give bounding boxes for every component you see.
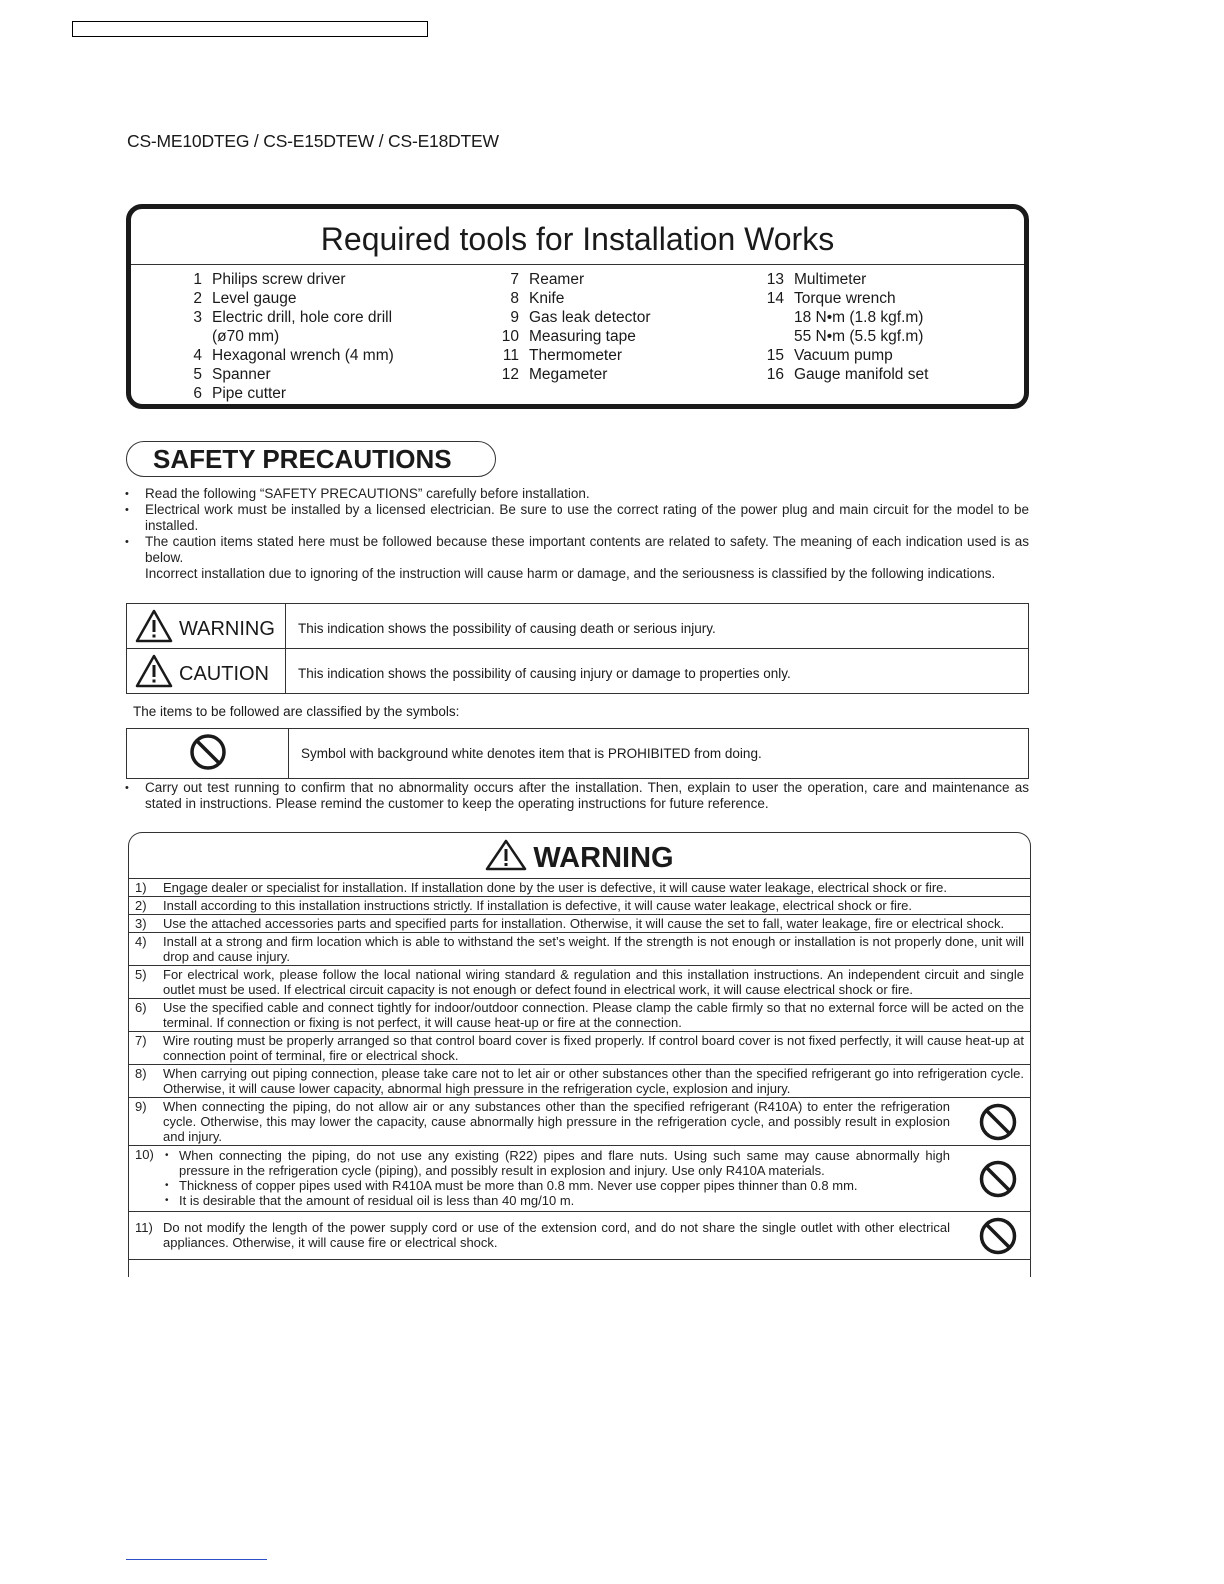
caution-row — [127, 649, 1029, 694]
warning-item: 1) Engage dealer or specialist for installation. If installation done by the user is defective, it will cause water leakage, electrical shock or fire. — [129, 879, 1030, 897]
tool-item: 16 Gauge manifold set — [766, 366, 929, 383]
tool-item: 3 Electric drill, hole core drill — [193, 309, 393, 326]
prohibited-description: Symbol with background white denotes item that is PROHIBITED from doing. — [289, 729, 1029, 779]
warning-box-title: WARNING — [129, 839, 1030, 875]
tool-item: 1 Philips screw driver — [193, 271, 346, 288]
warning-label-cell — [127, 604, 286, 649]
tool-item: 14 Torque wrench — [766, 290, 896, 307]
caution-description: This indication shows the possibility of causing injury or damage to properties only. — [286, 649, 1029, 694]
header-box — [72, 21, 428, 37]
tool-item: 7 Reamer — [510, 271, 585, 288]
tool-item: 12 Megameter — [501, 366, 608, 383]
bullet-item: • The caution items stated here must be followed because these important contents are related to safety. The meaning of each indication used is as below. — [125, 534, 1029, 566]
model-line: CS-ME10DTEG / CS-E15DTEW / CS-E18DTEW — [127, 131, 499, 151]
safety-bullets — [125, 486, 1029, 582]
warning-item: 8) When carrying out piping connection, please take care not to let air or other substances other than the specified refrigerant go into refrigeration cycle. Otherwise, it will cause lower capacity, abnormal high pressure in the refrigeration cycle, explosion and injury. — [129, 1065, 1030, 1098]
warning-item: 5) For electrical work, please follow the local national wiring standard & regulation and this installation instructions. An independent circuit and single outlet must be used. If electrical circuit capacity is not enough or defect found in electrical work, it will cause electrical shock or fire. — [129, 966, 1030, 999]
caution-label: CAUTION — [179, 663, 269, 685]
warning-label: WARNING — [179, 618, 275, 640]
bullet-item: • Carry out test running to confirm that no abnormality occurs after the installation. Then, explain to user the operation, care and maintenance as stated in instructions. Please remind the customer to keep the operating instructions for future reference. — [125, 780, 1029, 812]
tool-item: (ø70 mm) — [212, 328, 280, 345]
prohibited-icon — [978, 1216, 1018, 1256]
prohibited-row — [127, 729, 1029, 779]
warning-list — [129, 878, 1030, 1260]
bullet-continuation: Incorrect installation due to ignoring of the instruction will cause harm or damage, and the seriousness is classified by the following indications. — [145, 566, 996, 581]
warning-item: 7) Wire routing must be properly arranged so that control board cover is fixed properly. If control board cover is not fixed perfectly, it will cause heat-up at connection point of terminal, fire or electrical shock. — [129, 1032, 1030, 1065]
tool-item: 5 Spanner — [193, 366, 271, 383]
tools-column-2 — [493, 270, 650, 384]
required-tools-box — [126, 204, 1029, 409]
tool-item: 2 Level gauge — [193, 290, 297, 307]
safety-precautions-title: SAFETY PRECAUTIONS — [126, 441, 496, 477]
tool-item: 9 Gas leak detector — [510, 309, 651, 326]
caution-label-cell — [127, 649, 286, 694]
tools-column-3 — [758, 270, 928, 384]
warning-item: 9) When connecting the piping, do not allow air or any substances other than the specified refrigerant (R410A) to enter the refrigeration cycle. Otherwise, this may lower the capacity, cause abnormally high pressure in the refrigeration cycle, and possibly result in explosion and injury. — [129, 1098, 1030, 1146]
warning-item: 4) Install at a strong and firm location which is able to withstand the set’s weight. If the strength is not enough or installation is not properly done, unit will drop and cause injury. — [129, 933, 1030, 966]
tool-item: 11 Thermometer — [502, 347, 623, 364]
symbol-table — [126, 728, 1029, 779]
tool-item: 8 Knife — [510, 290, 565, 307]
prohibited-icon-cell — [127, 729, 289, 779]
bullet-item: • Electrical work must be installed by a licensed electrician. Be sure to use the correct rating of the power plug and main circuit for the model to be installed. — [125, 502, 1029, 534]
warning-triangle-icon — [135, 609, 173, 643]
tool-item: 6 Pipe cutter — [193, 385, 287, 402]
warning-row — [127, 604, 1029, 649]
tools-column-1 — [176, 270, 394, 403]
prohibited-icon — [189, 733, 227, 771]
warning-item: 10) • When connecting the piping, do not use any existing (R22) pipes and flare nuts. Using such same may cause abnormally high pressure in the refrigeration cycle (piping), and possibly result in explosion and injury. Use only R410A materials. • Thickness of copper pipes used with R410A must be more than 0.8 mm. Never use copper pipes thinner than 0.8 mm. • It is desirable that the amount of residual oil is less than 40 mg/10 m. — [129, 1146, 1030, 1212]
tool-item: 4 Hexagonal wrench (4 mm) — [193, 347, 394, 364]
tools-title: Required tools for Installation Works — [320, 221, 835, 257]
tool-item: 10 Measuring tape — [501, 328, 636, 345]
warning-item: 6) Use the specified cable and connect tightly for indoor/outdoor connection. Please clamp the cable firmly so that no external force will be acted on the terminal. If connection or fixing is not perfect, it will cause heat-up or fire at the connection. — [129, 999, 1030, 1032]
bullet-item: • Read the following “SAFETY PRECAUTIONS” carefully before installation. — [125, 486, 1029, 502]
prohibited-icon — [978, 1102, 1018, 1142]
tool-item: 15 Vacuum pump — [766, 347, 893, 364]
prohibited-icon — [978, 1159, 1018, 1199]
final-bullet — [125, 780, 1029, 812]
tool-item: 13 Multimeter — [766, 271, 867, 288]
divider — [131, 264, 1024, 265]
indication-table — [126, 603, 1029, 694]
sub-bullet: • Thickness of copper pipes used with R410A must be more than 0.8 mm. Never use copper pipes thinner than 0.8 mm. — [163, 1178, 950, 1193]
footer-rule — [126, 1559, 267, 1560]
items-note: The items to be followed are classified by the symbols: — [133, 704, 460, 719]
sub-bullet: • It is desirable that the amount of residual oil is less than 40 mg/10 m. — [163, 1193, 950, 1208]
warning-item: 2) Install according to this installation instructions strictly. If installation is defective, it will cause water leakage, electrical shock or fire. — [129, 897, 1030, 915]
warning-item: 3) Use the attached accessories parts and specified parts for installation. Otherwise, it will cause the set to fall, water leakage, fire or electrical shock. — [129, 915, 1030, 933]
warning-description: This indication shows the possibility of causing death or serious injury. — [286, 604, 1029, 649]
warning-triangle-icon — [485, 839, 527, 871]
warning-item: 11) Do not modify the length of the power supply cord or use of the extension cord, and do not share the single outlet with other electrical appliances. Otherwise, it will cause fire or electrical shock. — [129, 1212, 1030, 1260]
tool-item: 55 N•m (5.5 kgf.m) — [794, 328, 924, 345]
caution-triangle-icon — [135, 654, 173, 688]
warning-box — [128, 832, 1031, 1277]
tool-item: 18 N•m (1.8 kgf.m) — [794, 309, 924, 326]
sub-bullet: • When connecting the piping, do not use any existing (R22) pipes and flare nuts. Using such same may cause abnormally high pressure in the refrigeration cycle (piping), and possibly result in explosion and injury. Use only R410A materials. — [163, 1148, 950, 1178]
